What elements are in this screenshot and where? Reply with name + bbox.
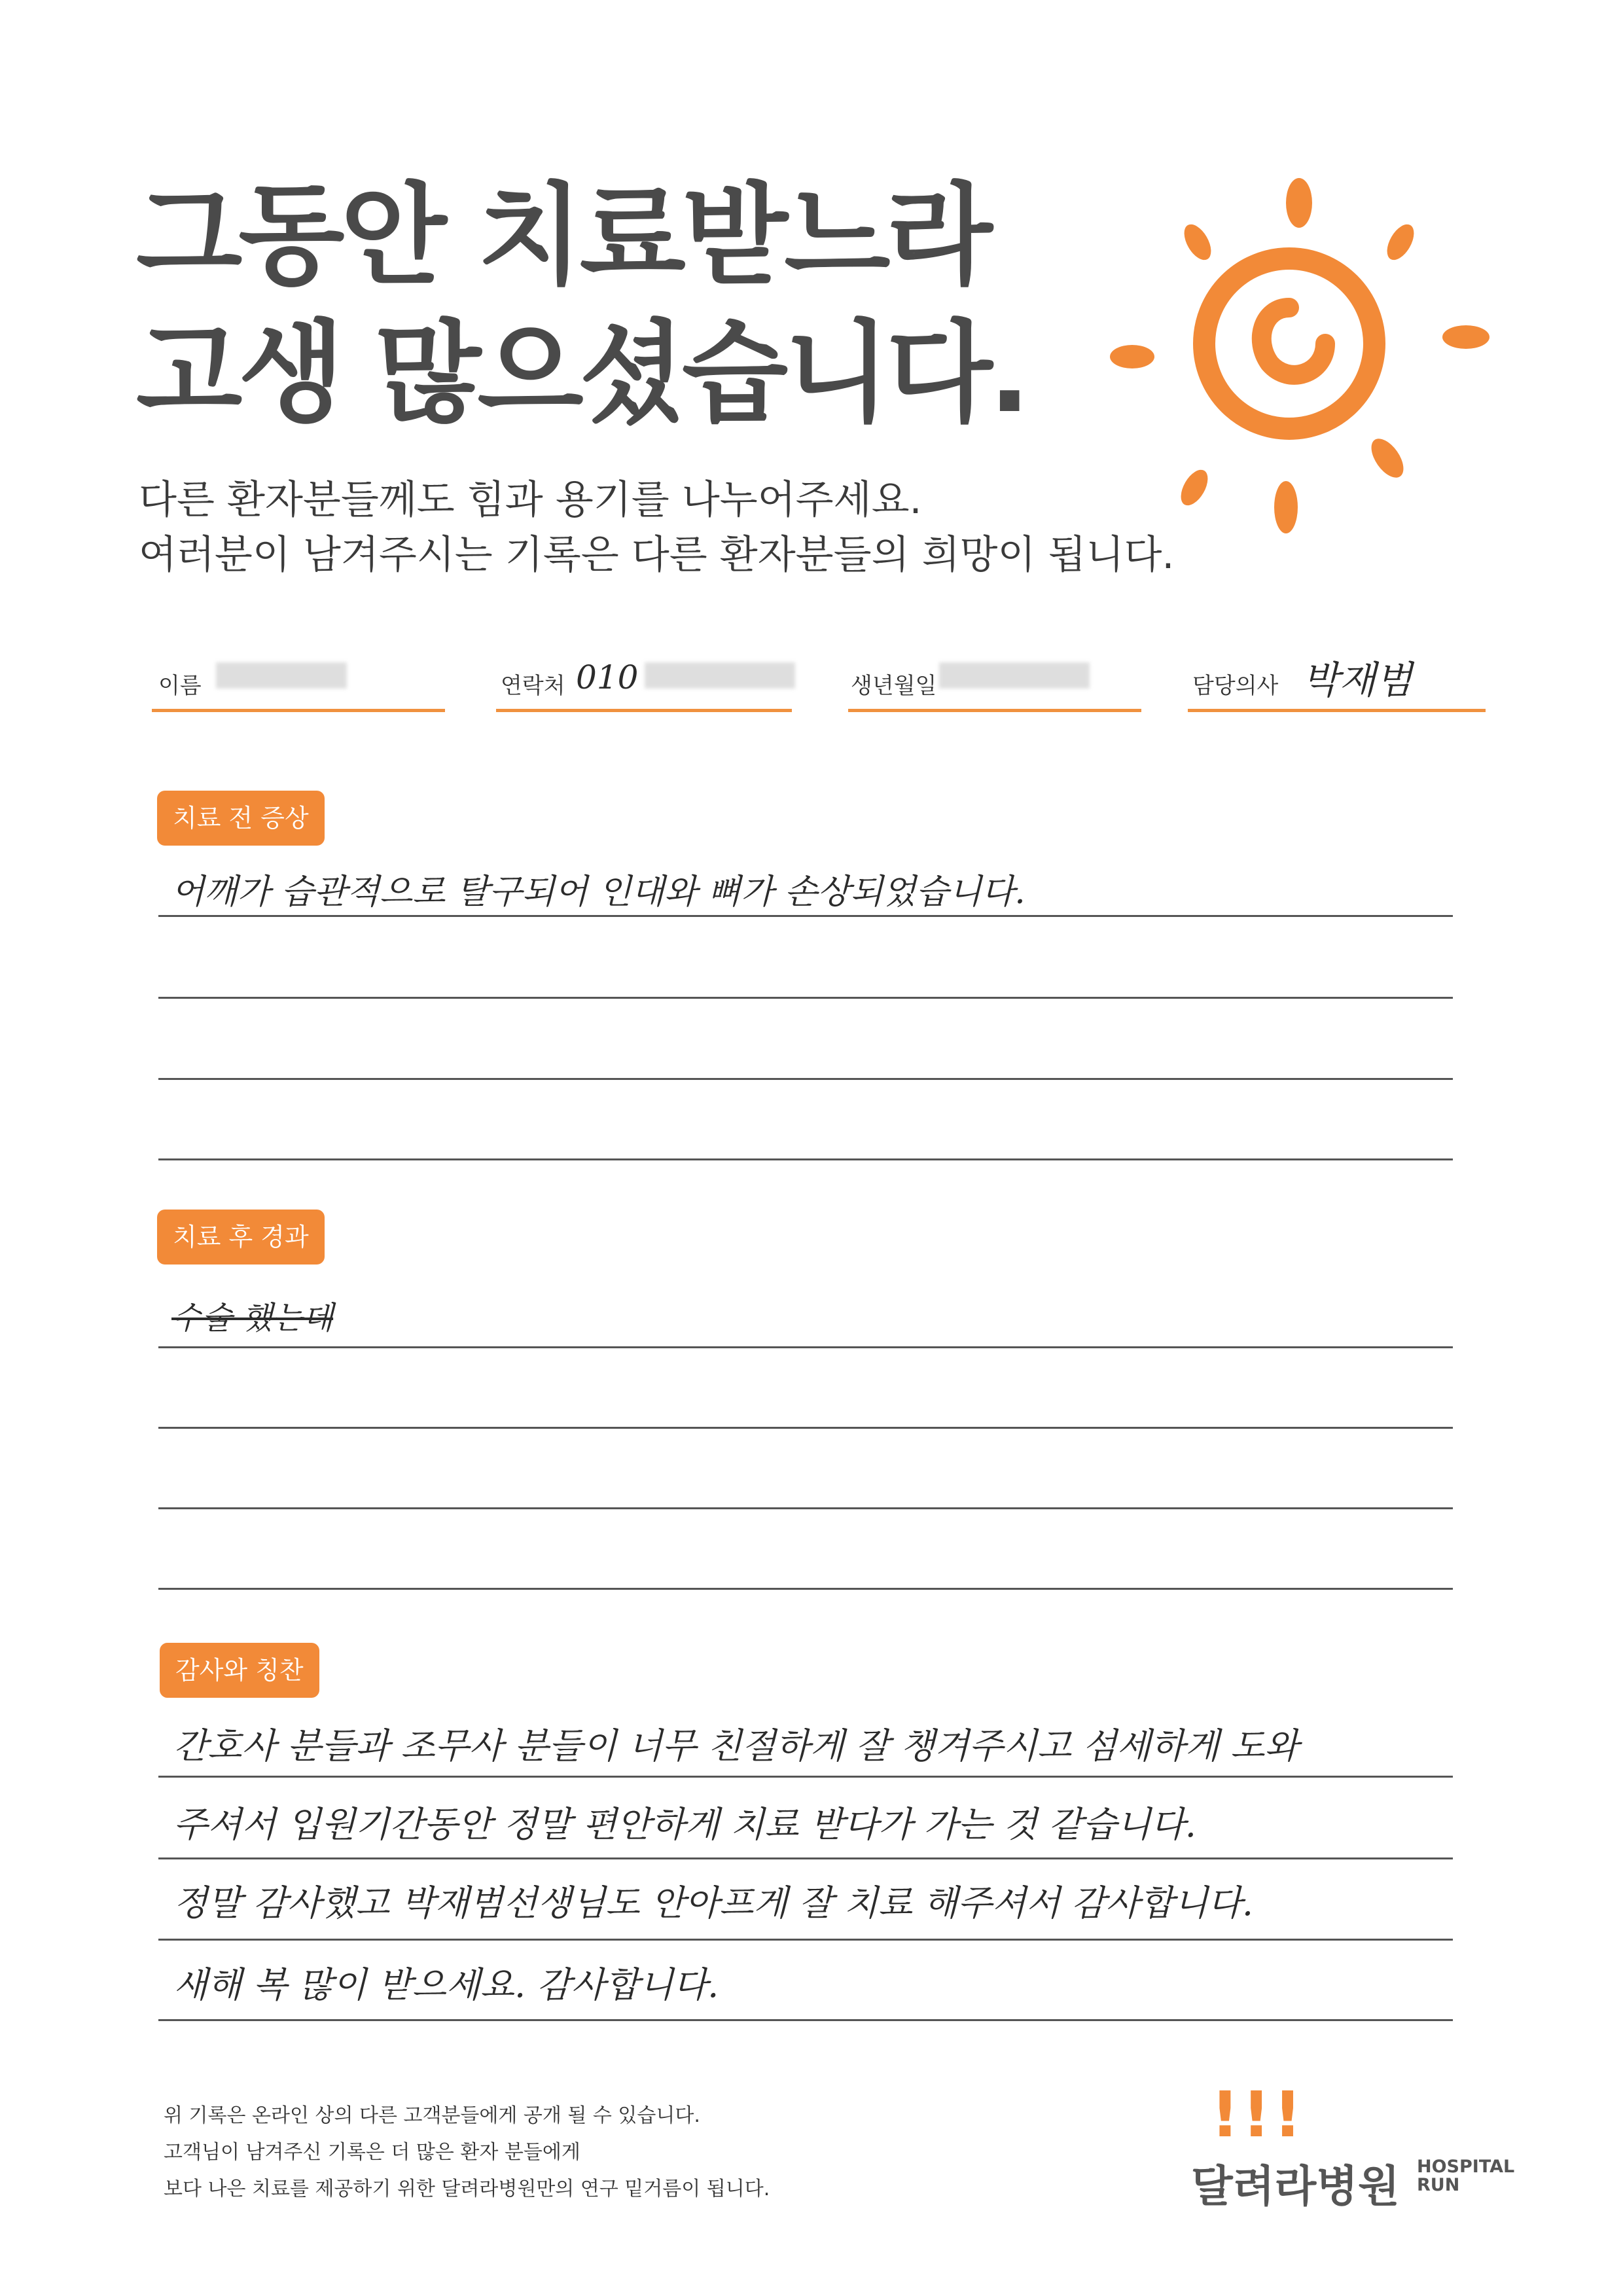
thanks-text-line-1: 간호사 분들과 조무사 분들이 너무 친절하게 잘 챙겨주시고 섬세하게 도와 bbox=[173, 1725, 1299, 1767]
logo-name-en-1: HOSPITAL bbox=[1417, 2157, 1515, 2177]
logo-name-en bbox=[1417, 2158, 1514, 2195]
thanks-rule-2 bbox=[158, 1857, 1453, 1859]
footer-notice bbox=[164, 2098, 770, 2208]
thanks-text-line-2: 주셔서 입원기간동안 정말 편안하게 치료 받다가 가는 것 같습니다. bbox=[173, 1804, 1196, 1845]
after-rule-2 bbox=[158, 1427, 1453, 1429]
doctor-value: 박재범 bbox=[1302, 658, 1413, 702]
page-title bbox=[136, 167, 1027, 442]
before-text-line-1: 어깨가 습관적으로 탈구되어 인대와 뼈가 손상되었습니다. bbox=[171, 872, 1026, 912]
subtitle-line-1: 다른 환자분들께도 힘과 용기를 나누어주세요. bbox=[139, 477, 922, 523]
after-rule-3 bbox=[158, 1507, 1453, 1509]
after-text-struck: 수술 했는데 bbox=[171, 1300, 334, 1336]
after-rule-4 bbox=[158, 1588, 1453, 1590]
name-redacted bbox=[216, 662, 347, 689]
section-tag-before: 치료 전 증상 bbox=[157, 791, 325, 846]
before-rule-2 bbox=[158, 997, 1453, 999]
footer-line-2: 고객님이 남겨주신 기록은 더 많은 환자 분들에게 bbox=[164, 2141, 580, 2164]
contact-label: 연락처 bbox=[501, 673, 565, 699]
birth-redacted bbox=[939, 662, 1090, 689]
subtitle-line-2: 여러분이 남겨주시는 기록은 다른 환자분들의 희망이 됩니다. bbox=[139, 532, 1175, 578]
thanks-rule-1 bbox=[158, 1776, 1453, 1778]
logo-name-en-2: RUN bbox=[1417, 2175, 1460, 2195]
thanks-rule-4 bbox=[158, 2019, 1453, 2021]
name-label: 이름 bbox=[158, 673, 202, 699]
logo-marks: !!! bbox=[1211, 2078, 1305, 2151]
contact-field[interactable] bbox=[496, 709, 792, 712]
before-rule-4 bbox=[158, 1158, 1453, 1160]
doctor-field[interactable] bbox=[1188, 709, 1486, 712]
before-rule-1 bbox=[158, 915, 1453, 917]
contact-redacted bbox=[645, 662, 795, 689]
doctor-label: 담당의사 bbox=[1192, 673, 1279, 699]
name-field[interactable] bbox=[152, 709, 445, 712]
title-line-2: 고생 많으셨습니다. bbox=[136, 309, 1027, 437]
section-tag-after: 치료 후 경과 bbox=[157, 1210, 325, 1265]
birth-field[interactable] bbox=[848, 709, 1141, 712]
title-line-1: 그동안 치료받느라 bbox=[136, 171, 989, 300]
before-rule-3 bbox=[158, 1078, 1453, 1080]
thanks-text-line-4: 새해 복 많이 받으세요. 감사합니다. bbox=[173, 1964, 719, 2005]
thanks-text-line-3: 정말 감사했고 박재범선생님도 안아프게 잘 치료 해주셔서 감사합니다. bbox=[173, 1882, 1254, 1924]
footer-line-3: 보다 나은 치료를 제공하기 위한 달려라병원만의 연구 밑거름이 됩니다. bbox=[164, 2178, 770, 2200]
logo-name-ko: 달려라병원 bbox=[1191, 2161, 1400, 2212]
subtitle bbox=[139, 473, 1175, 583]
hospital-logo bbox=[1191, 2078, 1515, 2229]
contact-value: 010 bbox=[576, 658, 639, 696]
after-rule-1 bbox=[158, 1346, 1453, 1348]
after-text-line-1 bbox=[171, 1293, 333, 1338]
footer-line-1: 위 기록은 온라인 상의 다른 고객분들에게 공개 될 수 있습니다. bbox=[164, 2104, 700, 2127]
section-tag-thanks: 감사와 칭찬 bbox=[160, 1643, 319, 1698]
birth-label: 생년월일 bbox=[851, 673, 937, 699]
thanks-rule-3 bbox=[158, 1939, 1453, 1941]
